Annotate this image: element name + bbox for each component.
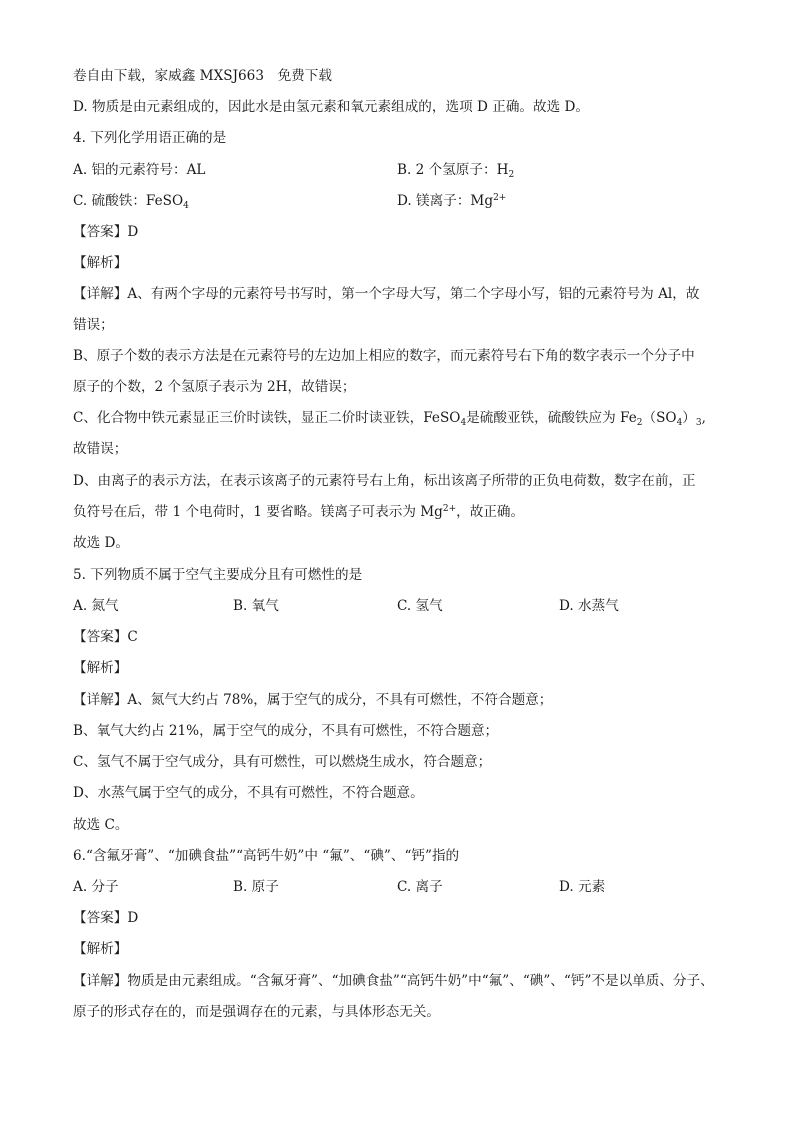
- q6-option-b: B. 原子: [233, 879, 279, 895]
- q5-conclusion: 故选 C。: [73, 817, 129, 833]
- q4-detail-d-line1: D、由离子的表示方法，在表示该离子的元素符号右上角，标出该离子所带的正负电荷数，数字在前，正: [73, 473, 696, 489]
- q4-detail-c-line1: C、化合物中铁元素显正三价时读铁，显正二价时读亚铁，FeSO$_4$是硫酸亚铁，硫酸铁应为 $Fe_2(SO_4)_3$,: [73, 410, 706, 428]
- q4-detail-c-line2: 故错误；: [73, 441, 128, 457]
- q4-option-b: B. 2 个氢原子：$H_2$: [397, 162, 515, 180]
- q6-option-c: C. 离子: [397, 879, 443, 895]
- q5-detail-b: B、氧气大约占 21%，属于空气的成分，不具有可燃性，不符合题意；: [73, 723, 499, 739]
- q4-option-a: A. 铝的元素符号：AL: [73, 162, 206, 178]
- q4-answer: 【答案】D: [73, 224, 139, 240]
- q6-detail-line2: 原子的形式存在的，而是强调存在的元素，与具体形态无关。: [73, 1004, 441, 1020]
- q5-answer: 【答案】C: [73, 629, 138, 645]
- q4-detail-b-line2: 原子的个数，2 个氢原子表示为 2H，故错误；: [73, 379, 356, 395]
- q3-option-d-explanation: D. 物质是由元素组成的，因此水是由氢元素和氧元素组成的，选项 D 正确。故选 D。: [73, 99, 590, 115]
- q5-detail-d: D、水蒸气属于空气的成分，不具有可燃性，不符合题意。: [73, 785, 424, 801]
- q4-conclusion: 故选 D。: [73, 535, 130, 551]
- q4-option-c: C. 硫酸铁：FeSO$_4$: [73, 193, 189, 211]
- q6-detail-line1: 【详解】物质是由元素组成。“含氟牙膏”、“加碘食盐”“高钙牛奶”中“氟”、“碘”、“钙”不是以单质、分子、: [73, 973, 714, 989]
- q5-detail-c: C、氢气不属于空气成分，具有可燃性，可以燃烧生成水，符合题意；: [73, 754, 492, 770]
- q4-detail-d-line2: 负符号在后，带 1 个电荷时，1 要省略。镁离子可表示为 $Mg^{2+}$，故正确。: [73, 504, 525, 520]
- q6-option-d: D. 元素: [559, 879, 606, 895]
- question-4-stem: 4. 下列化学用语正确的是: [73, 130, 227, 146]
- q4-detail-b-line1: B、原子个数的表示方法是在元素符号的左边加上相应的数字，而元素符号右下角的数字表示一个分子中: [73, 348, 695, 364]
- q5-option-a: A. 氮气: [73, 598, 119, 614]
- q5-option-c: C. 氢气: [397, 598, 443, 614]
- question-6-stem: 6.“含氟牙膏”、“加碘食盐”“高钙牛奶”中 “氟”、“碘”、“钙”指的: [73, 848, 460, 864]
- q5-option-d: D. 水蒸气: [559, 598, 619, 614]
- q6-option-a: A. 分子: [73, 879, 119, 895]
- q5-detail-a: 【详解】A、氮气大约占 78%，属于空气的成分，不具有可燃性，不符合题意；: [73, 692, 553, 708]
- q6-answer: 【答案】D: [73, 910, 139, 926]
- q4-detail-a-line1: 【详解】A、有两个字母的元素符号书写时，第一个字母大写，第二个字母小写，铝的元素符号为 Al，故: [73, 286, 700, 302]
- q6-analysis-heading: 【解析】: [73, 941, 128, 957]
- q4-analysis-heading: 【解析】: [73, 255, 128, 271]
- q4-option-d: D. 镁离子：$Mg^{2+}$: [397, 193, 507, 209]
- header-watermark-line: 卷自由下载，家威鑫 MXSJ663 免费下载: [73, 68, 332, 84]
- q4-detail-a-line2: 错误；: [73, 317, 114, 333]
- q5-option-b: B. 氧气: [233, 598, 279, 614]
- question-5-stem: 5. 下列物质不属于空气主要成分且有可燃性的是: [73, 567, 363, 583]
- q5-analysis-heading: 【解析】: [73, 660, 128, 676]
